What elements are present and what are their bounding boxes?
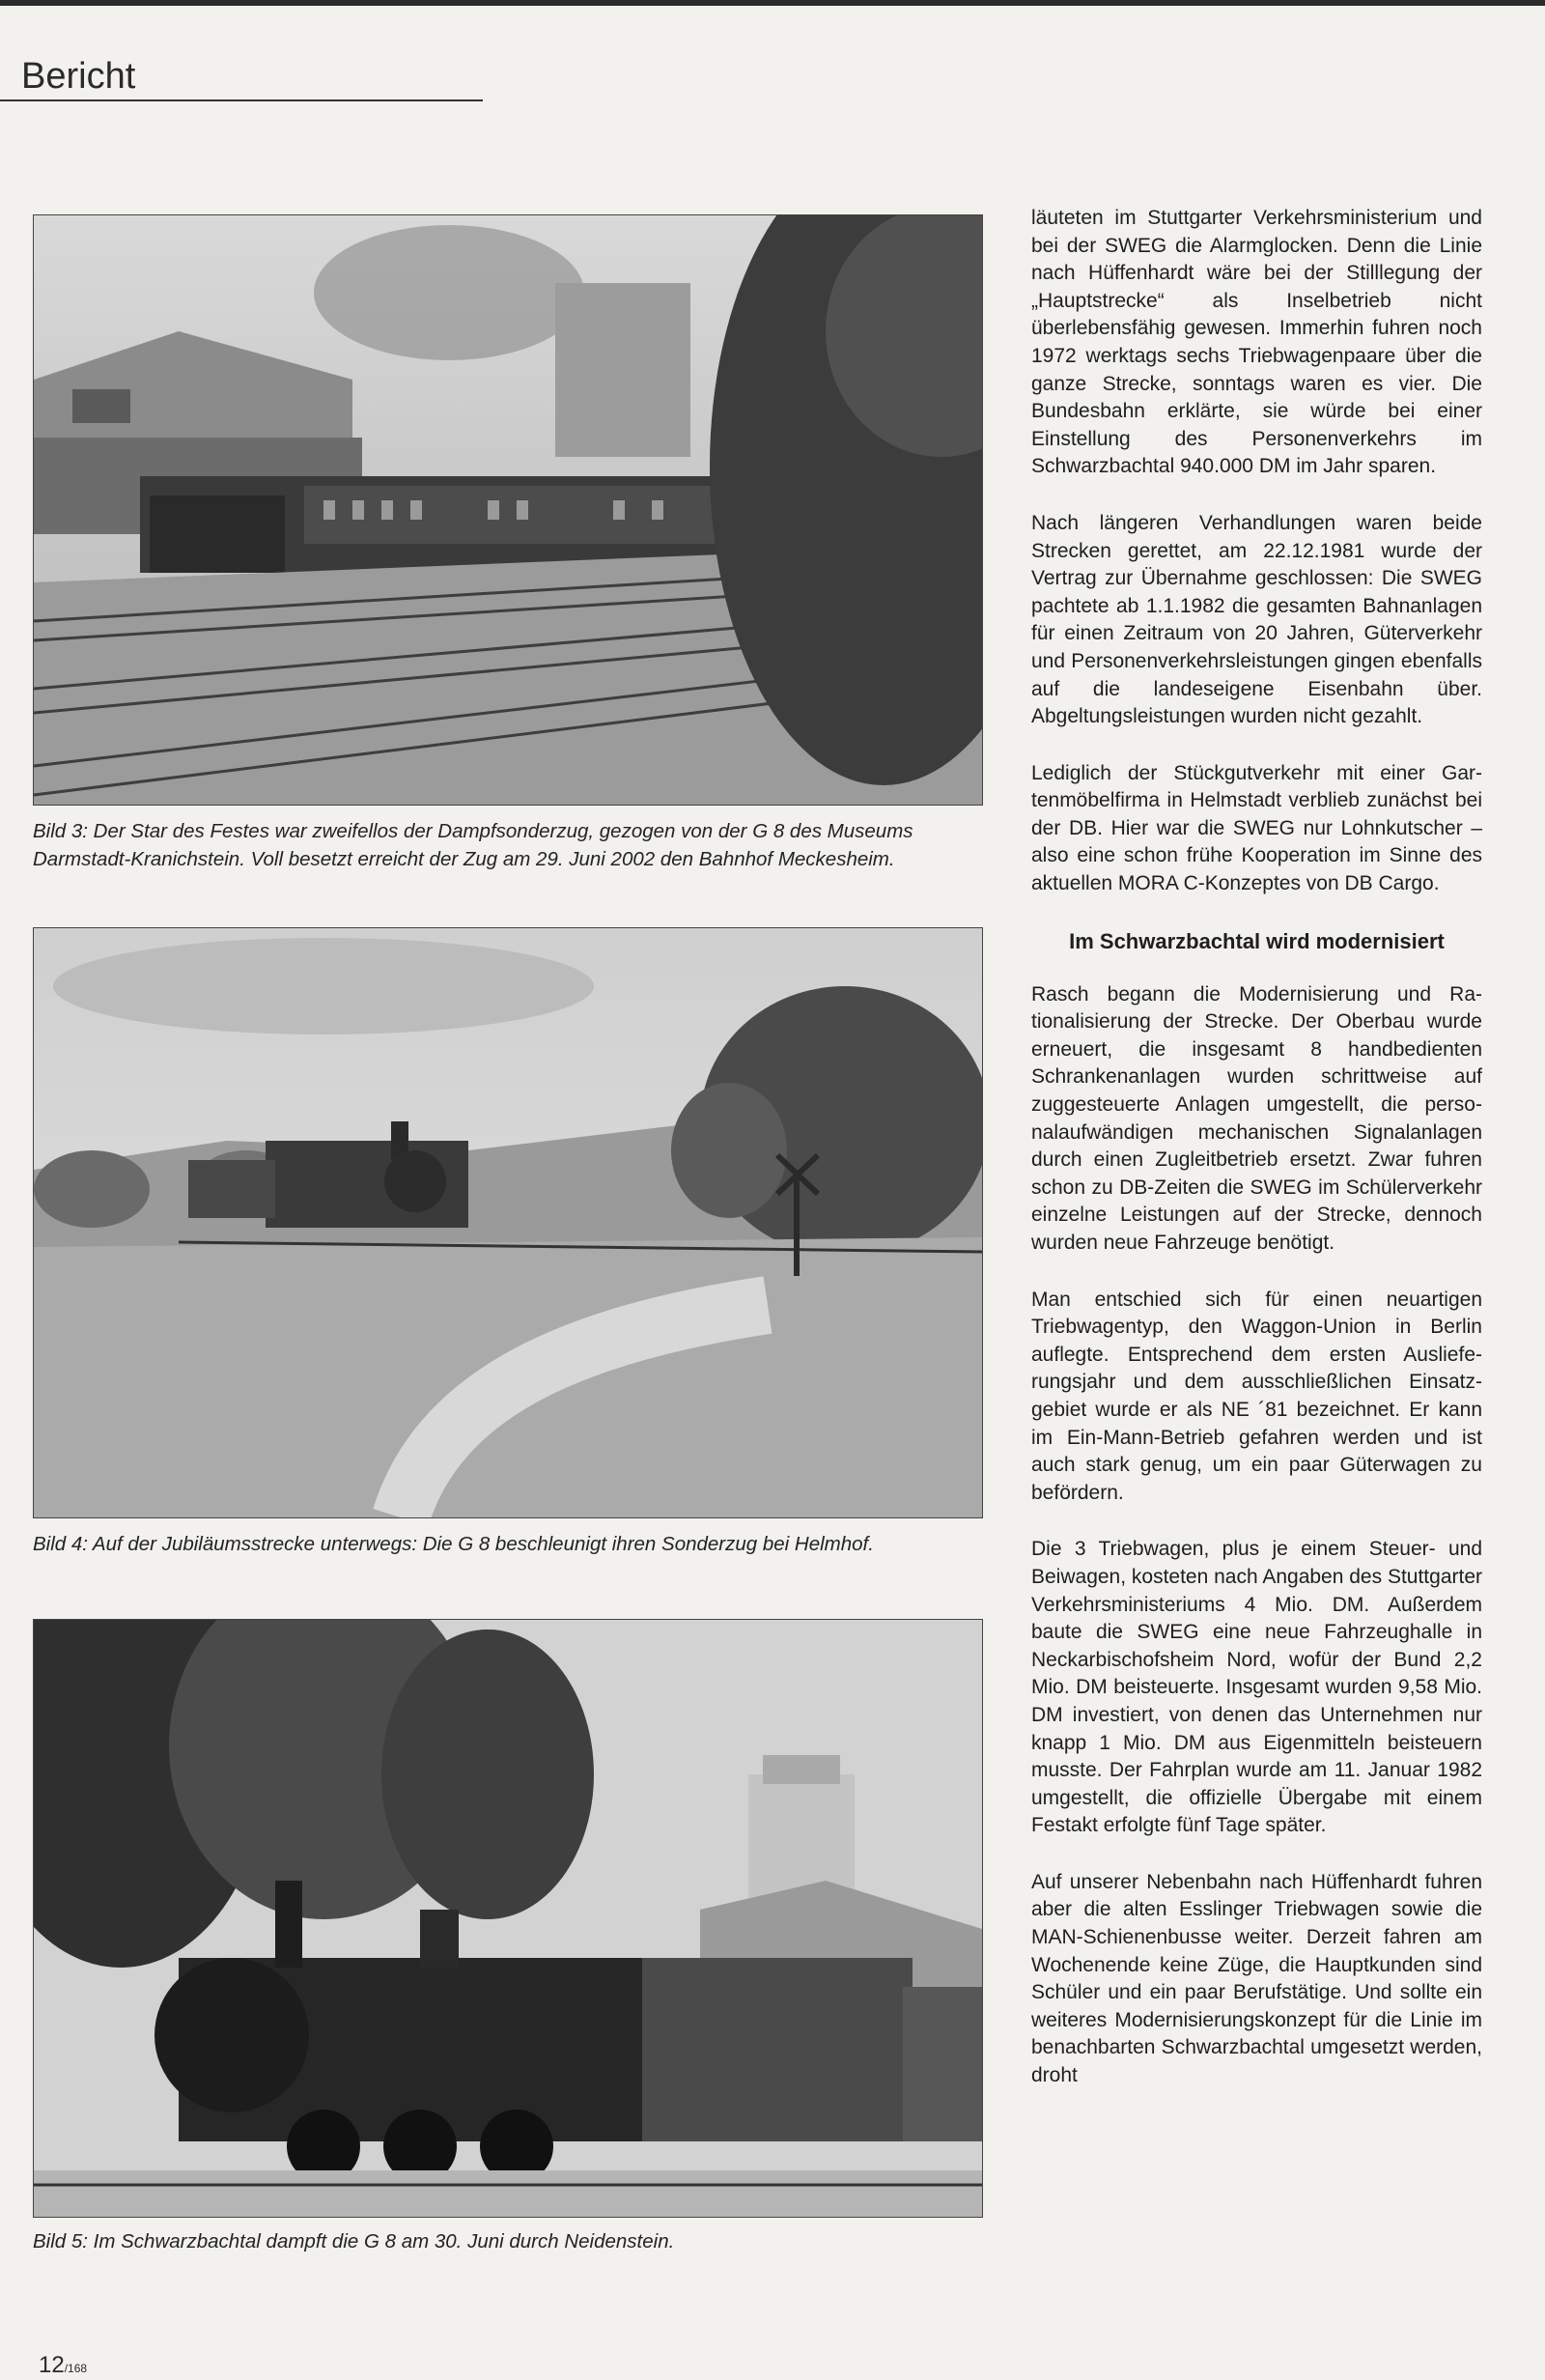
top-rule <box>0 0 1545 6</box>
article-paragraph: läuteten im Stuttgarter Verkehrsministerium und bei der SWEG die Alarmglocken. Denn die Linie nach Hüffenhardt wäre bei der Stilllegung der „Hauptstrecke“ als Inselbetrieb nicht überlebensfähig gewesen. Immerhin fuhren noch 1972 werktags sechs Triebwagenpaare über die ganze Strecke, sonntags waren es vier. Die Bundesbahn erklärte, sie würde bei einer Einstellung des Personenverkehrs im Schwarzbachtal 940.000 DM im Jahr sparen. <box>1031 207 1482 478</box>
photo-caption-3: Bild 3: Der Star des Festes war zweifellos der Dampfsonderzug, gezogen von der G 8 des Museums Darmstadt-Kranichstein. Voll besetzt erreicht der Zug am 29. Juni 2002 den Bahnhof Meckesheim. <box>33 820 913 870</box>
article-paragraph: Lediglich der Stückgutverkehr mit einer Gartenmöbelfirma in Helmstadt verblieb zunächst bei der DB. Hier war die SWEG nur Lohnkutscher – also eine schon frühe Kooperation im Sinne des aktuellen MORA C-Konzeptes von DB Cargo. <box>1031 761 1482 895</box>
article-paragraph: Nach längeren Verhandlungen waren beide Strecken gerettet, am 22.12.1981 wurde der Vertrag zur Übernahme geschlossen: Die SWEG pachtete ab 1.1.1982 die gesamten Bahnanlagen für einen Zeitraum von 20 Jahren, Güterverkehr und Personenverkehrsleistungen gingen ebenfalls auf die landeseigene Eisenbahn über. Abgeltungsleistungen wurden nicht gezahlt. <box>1031 511 1482 728</box>
page-number-total: /168 <box>64 2362 88 2375</box>
photo-caption-4: Bild 4: Auf der Jubiläumsstrecke unterwegs: Die G 8 beschleunigt ihren Sonderzug bei Helmhof. <box>33 1533 874 1555</box>
photo-train-helmhof <box>33 927 983 1518</box>
page-number-current: 12 <box>39 2352 65 2378</box>
article-paragraph: Rasch begann die Modernisierung und Rationalisierung der Strecke. Der Oberbau wurde erneuert, die insgesamt 8 handbedienten Schrankenanlagen wurden schrittweise auf zuggesteuerte Anlagen umgestellt, die personalaufwändigen mechanischen Signalanlagen durch einen Zugleitbetrieb ersetzt. Zwar fuhren schon zu DB-Zeiten die SWEG im Schülerverkehr einzelne Leistungen auf der Strecke, dennoch wurden neue Fahrzeuge benötigt. <box>1031 982 1482 1254</box>
article-paragraph: Auf unserer Nebenbahn nach Hüffenhardt fuhren aber die alten Esslinger Triebwagen sowie die MAN-Schienenbusse weiter. Derzeit fahren am Wochenende keine Züge, die Hauptkunden sind Schüler und ein paar Berufstätige. Und sollte ein weiteres Modernisierungskonzept für die Linie im benachbarten Schwarzbachtal umgesetzt werden, droht <box>1031 1870 1482 2087</box>
article-paragraph: Die 3 Triebwagen, plus je einem Steuer- und Beiwagen, kosteten nach Angaben des Stuttgarter Verkehrsministeriums 4 Mio. DM. Außerdem baute die SWEG eine neue Fahrzeughalle in Neckarbischofsheim Nord, wofür der Bund 2,2 Mio. DM beisteuerte. Insgesamt wurden 9,58 Mio. DM investiert, von denen das Unternehmen nur knapp 1 Mio. DM aus Eigenmitteln beisteuern musste. Der Fahrplan wurde am 11. Januar 1982 umgestellt, die offizielle Übergabe mit einem Festakt erfolgte fünf Tage später. <box>1031 1538 1482 1837</box>
article-paragraph: Man entschied sich für einen neuartigen Triebwagentyp, den Waggon-Union in Berlin auflegte. Entsprechend dem ersten Auslieferungsjahr und dem ausschließlichen Einsatzgebiet wurde er als NE ´81 bezeichnet. Er kann im Ein-Mann-Betrieb gefahren werden und ist auch stark genug, um ein paar Güterwagen zu befördern. <box>1031 1288 1482 1504</box>
page-number <box>39 2354 87 2380</box>
photo-caption-5: Bild 5: Im Schwarzbachtal dampft die G 8 am 30. Juni durch Neidenstein. <box>33 2230 675 2252</box>
section-rule <box>0 99 483 101</box>
article-column <box>1031 205 1482 2090</box>
photo-neidenstein <box>33 1619 983 2218</box>
section-title: Bericht <box>21 56 136 97</box>
subheading: Im Schwarzbachtal wird modernisiert <box>1069 928 1445 953</box>
photo-station-meckesheim <box>33 214 983 806</box>
